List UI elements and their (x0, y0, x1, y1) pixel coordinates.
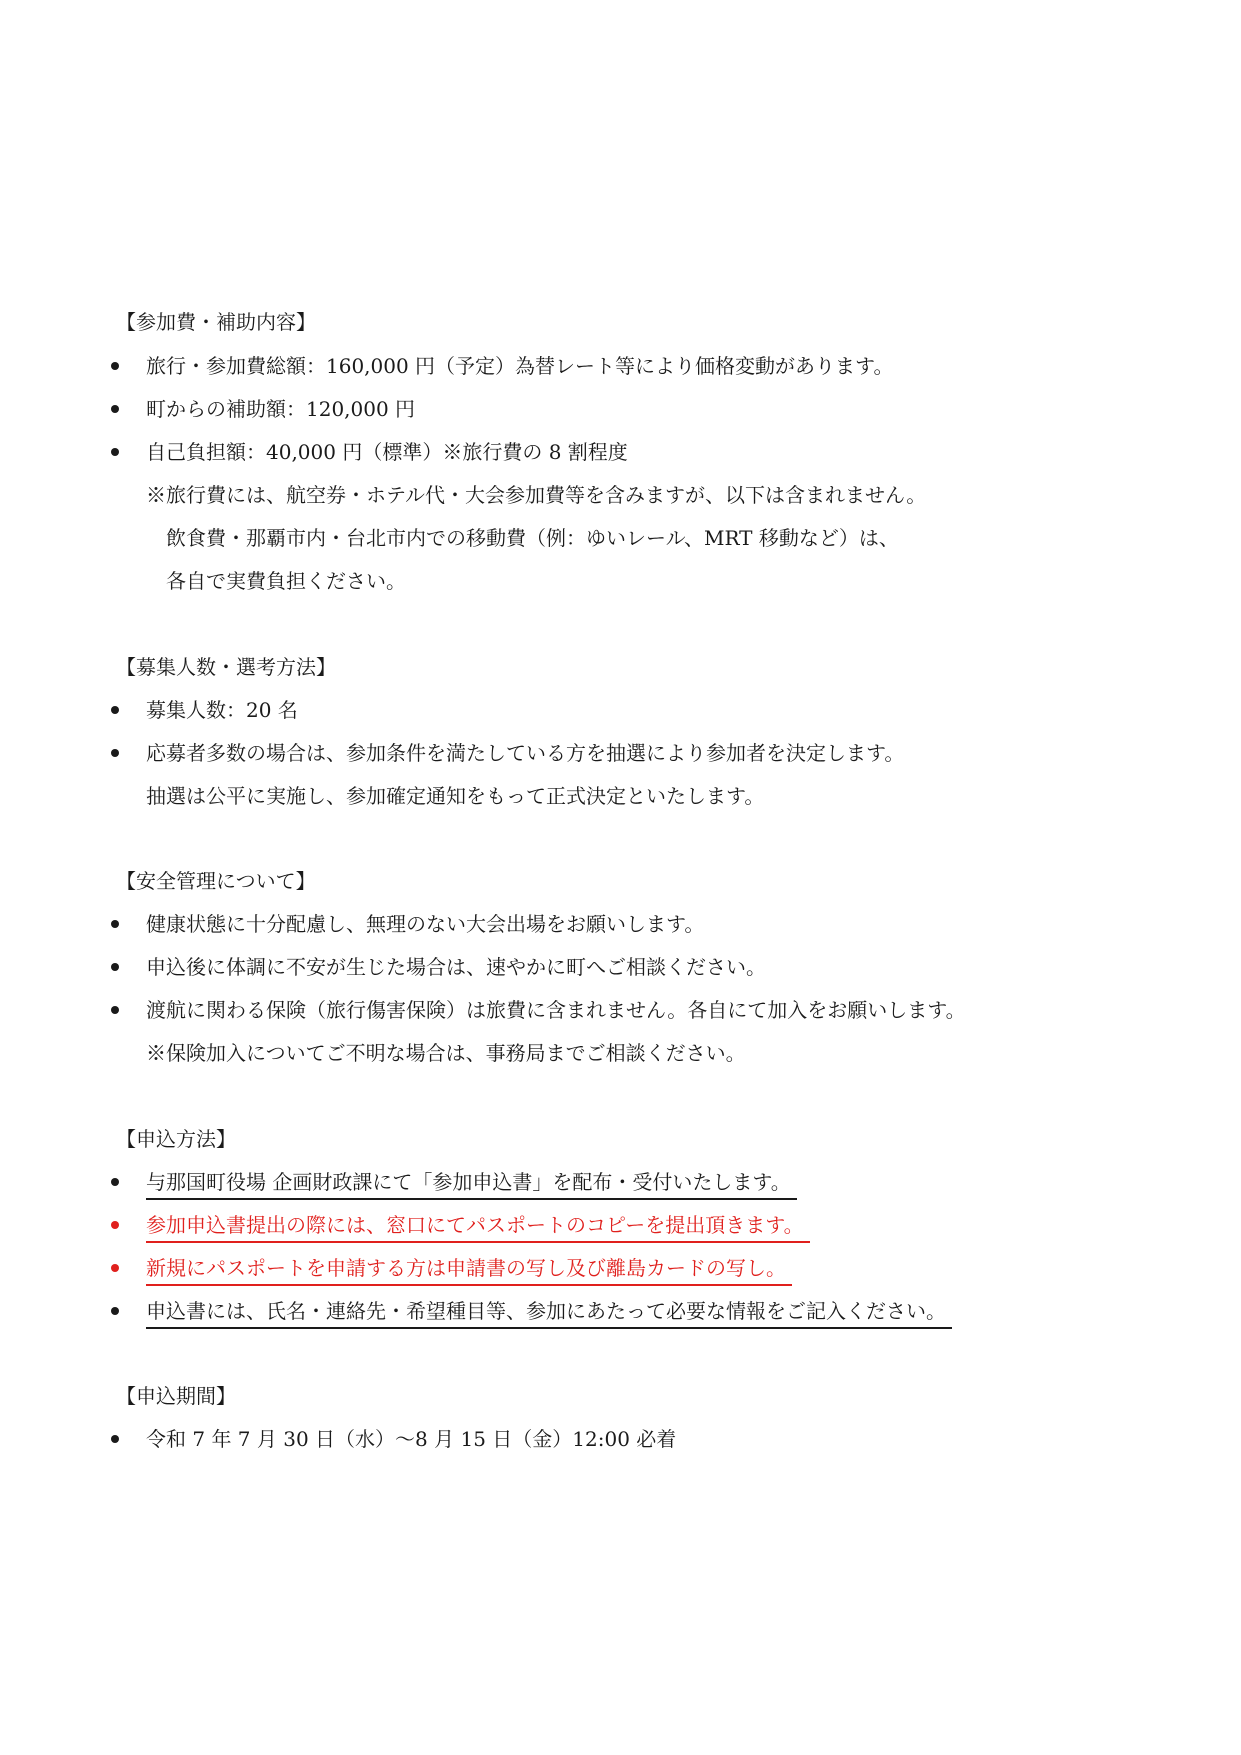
bullet-icon (111, 1435, 119, 1443)
fees-item-self-pay: 自己負担額：40,000 円（標準）※旅行費の 8 割程度 (146, 440, 628, 464)
bullet-icon (111, 920, 119, 928)
bullet-icon (111, 706, 119, 714)
fees-note-included: ※旅行費には、航空券・ホテル代・大会参加費等を含みますが、以下は含まれません。 (146, 483, 927, 507)
application-item-passport-copy: 参加申込書提出の際には、窓口にてパスポートのコピーを提出頂きます。 (146, 1213, 810, 1243)
period-item-dates: 令和 7 年 7 月 30 日（水）〜8 月 15 日（金）12:00 必着 (146, 1427, 677, 1451)
bullet-icon (111, 963, 119, 971)
recruitment-item-count: 募集人数：20 名 (146, 698, 298, 722)
safety-item-health: 健康状態に十分配慮し、無理のない大会出場をお願いします。 (146, 912, 705, 936)
bullet-icon (111, 1221, 119, 1229)
application-item-distribution: 与那国町役場 企画財政課にて「参加申込書」を配布・受付いたします。 (146, 1170, 797, 1200)
application-item-new-passport: 新規にパスポートを申請する方は申請書の写し及び離島カードの写し。 (146, 1256, 792, 1286)
safety-note-insurance-inquiry: ※保険加入についてご不明な場合は、事務局までご相談ください。 (146, 1041, 746, 1065)
recruitment-item-lottery: 応募者多数の場合は、参加条件を満たしている方を抽選により参加者を決定します。 (146, 741, 905, 765)
section-heading-safety: 【安全管理について】 (116, 869, 316, 893)
fees-item-subsidy: 町からの補助額：120,000 円 (146, 397, 416, 421)
bullet-icon (111, 362, 119, 370)
bullet-icon (111, 1006, 119, 1014)
bullet-icon (111, 1307, 119, 1315)
application-item-form-info: 申込書には、氏名・連絡先・希望種目等、参加にあたって必要な情報をご記入ください。 (146, 1299, 952, 1329)
recruitment-note-fair: 抽選は公平に実施し、参加確定通知をもって正式決定といたします。 (146, 784, 765, 808)
fees-note-excluded: 飲食費・那覇市内・台北市内での移動費（例：ゆいレール、MRT 移動など）は、 (166, 526, 899, 550)
section-heading-fees: 【参加費・補助内容】 (116, 310, 316, 334)
safety-item-consult: 申込後に体調に不安が生じた場合は、速やかに町へご相談ください。 (146, 955, 766, 979)
fees-note-self-burden: 各自で実費負担ください。 (166, 569, 406, 593)
section-heading-application: 【申込方法】 (116, 1127, 236, 1151)
section-heading-period: 【申込期間】 (116, 1384, 236, 1408)
fees-item-total: 旅行・参加費総額：160,000 円（予定）為替レート等により価格変動があります。 (146, 354, 894, 378)
bullet-icon (111, 405, 119, 413)
bullet-icon (111, 1264, 119, 1272)
section-heading-recruitment: 【募集人数・選考方法】 (116, 655, 336, 679)
bullet-icon (111, 749, 119, 757)
bullet-icon (111, 448, 119, 456)
bullet-icon (111, 1178, 119, 1186)
safety-item-insurance: 渡航に関わる保険（旅行傷害保険）は旅費に含まれません。各自にて加入をお願いします。 (146, 998, 966, 1022)
